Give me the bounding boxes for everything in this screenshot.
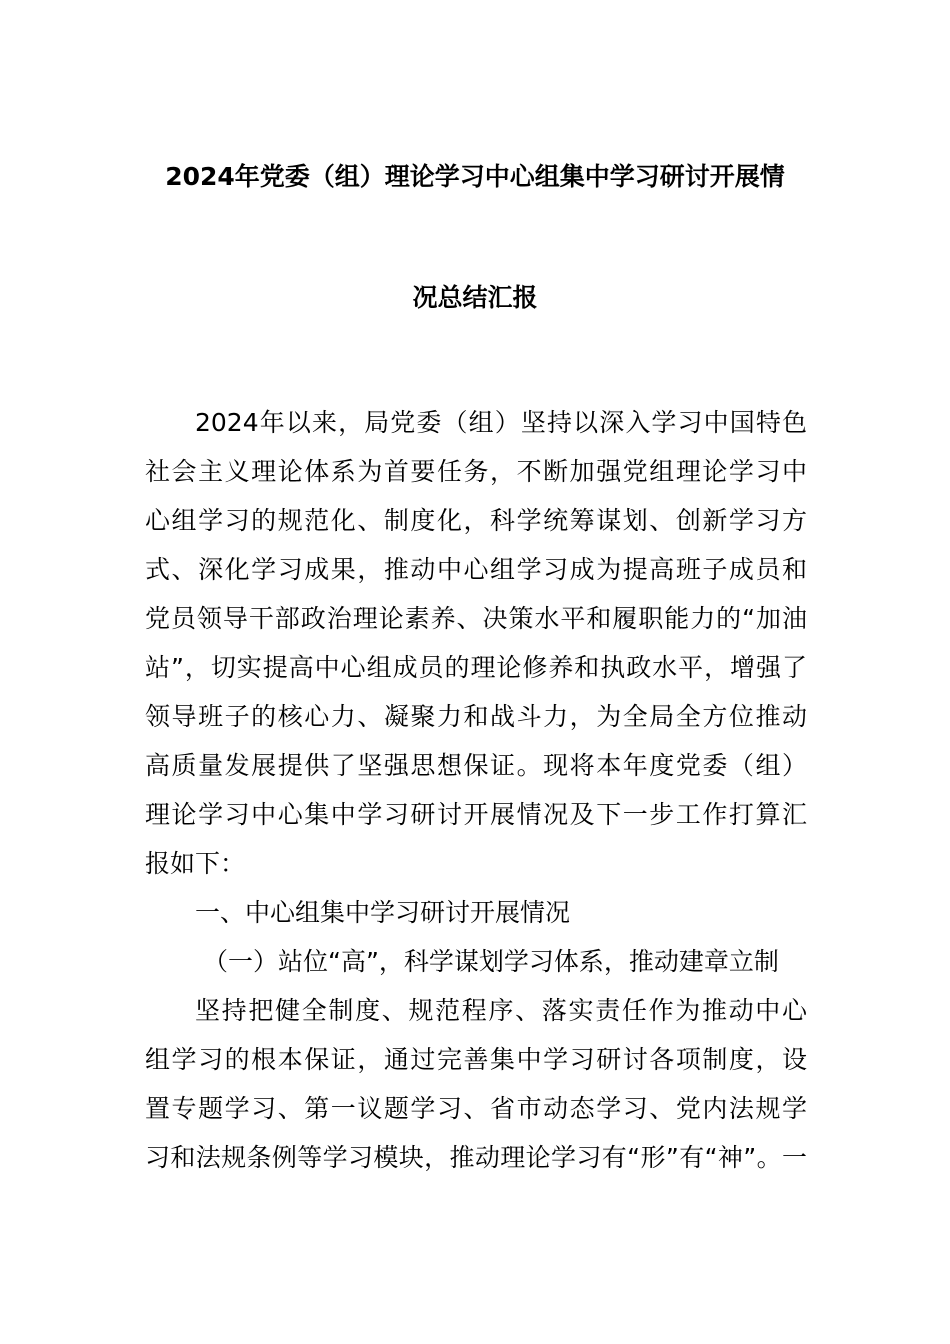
paragraph-line: 2024年以来，局党委（组）坚持以深入学习中国特色 [195,408,807,437]
paragraph-line: 报如下： [145,849,246,878]
paragraph-line: 党员领导干部政治理论素养、决策水平和履职能力的“加油 [145,604,807,633]
paragraph-line: 社会主义理论体系为首要任务，不断加强党组理论学习中 [145,457,807,486]
paragraph-line: 高质量发展提供了坚强思想保证。现将本年度党委（组） [145,751,807,780]
paragraph-line: 习和法规条例等学习模块，推动理论学习有“形”有“神”。一 [145,1143,807,1172]
paragraph-line: 组学习的根本保证，通过完善集中学习研讨各项制度，设 [145,1045,807,1074]
subsection-heading: （一）站位“高”，科学谋划学习体系，推动建章立制 [203,947,779,976]
document-body [145,398,807,1182]
paragraph-line: 领导班子的核心力、凝聚力和战斗力，为全局全方位推动 [145,702,807,731]
section-heading: 一、中心组集中学习研讨开展情况 [195,898,571,927]
paragraph-line: 坚持把健全制度、规范程序、落实责任作为推动中心 [195,996,807,1025]
paragraph-line: 站”，切实提高中心组成员的理论修养和执政水平，增强了 [145,653,807,682]
document-title-line-2: 况总结汇报 [412,283,538,312]
paragraph-line: 式、深化学习成果，推动中心组学习成为提高班子成员和 [145,555,807,584]
paragraph-line: 理论学习中心集中学习研讨开展情况及下一步工作打算汇 [145,800,807,829]
paragraph-line: 置专题学习、第一议题学习、省市动态学习、党内法规学 [145,1094,807,1123]
document-title-line-1: 2024年党委（组）理论学习中心组集中学习研讨开展情 [165,162,785,191]
paragraph-line: 心组学习的规范化、制度化，科学统筹谋划、创新学习方 [145,506,807,535]
